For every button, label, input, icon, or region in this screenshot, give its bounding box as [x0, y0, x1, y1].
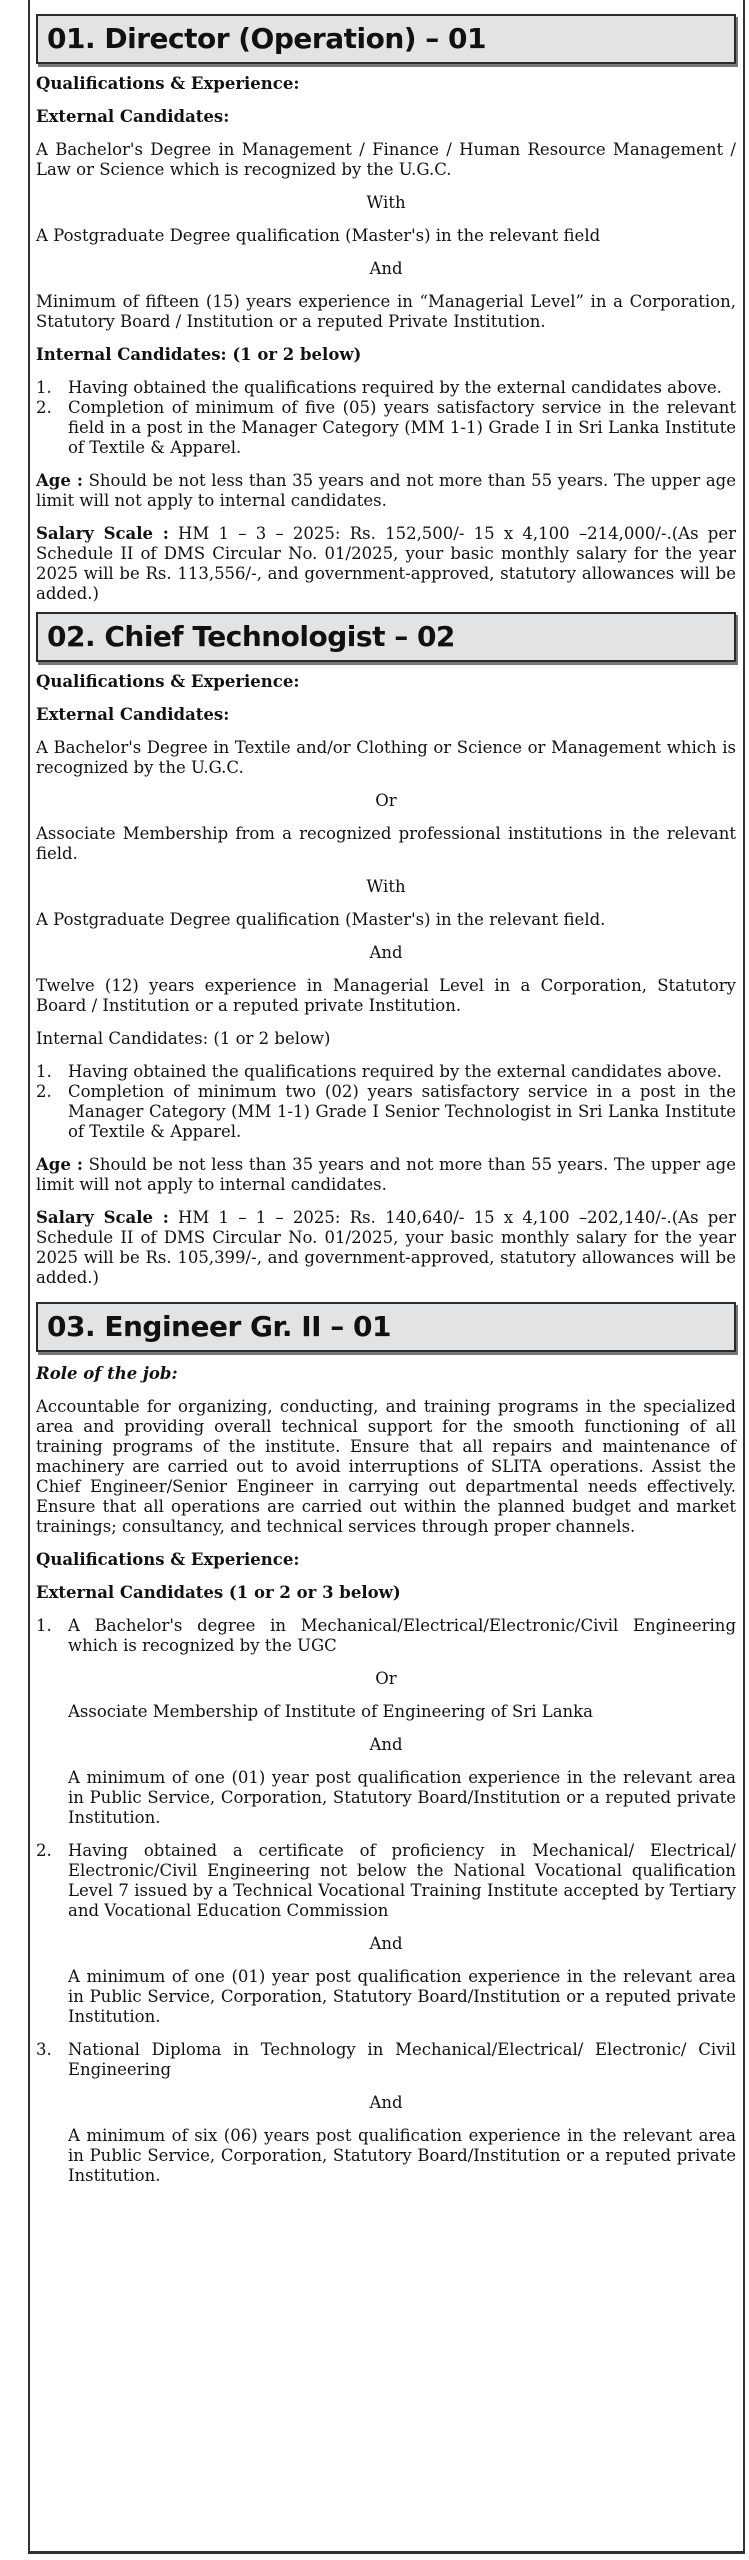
- s1-item-2-number: 2.: [36, 398, 52, 417]
- s3-option-1: [36, 1616, 736, 1656]
- s3-option-2: [36, 1841, 736, 1921]
- s3-option-2-text: Having obtained a certificate of proficiency in Mechanical/ Electrical/ Electronic/Civil Engineering not below the National Vocational qualification Level 7 issued by a Technical Vocational Training Institute accepted by Tertiary and Vocational Education Commission: [68, 1841, 736, 1920]
- section-1-title: 01. Director (Operation) – 01: [47, 22, 487, 55]
- s2-or: Or: [375, 791, 397, 810]
- section-2-title: 02. Chief Technologist – 02: [47, 620, 455, 653]
- s1-salary-text: HM 1 – 3 – 2025: Rs. 152,500/- 15 x 4,100 –214,000/-.(As per Schedule II of DMS Circular No. 01/2025, your basic monthly salary for the year 2025 will be Rs. 113,556/-, and government-approved, statutory allowances will be added.): [36, 524, 736, 603]
- s2-associate-text: Associate Membership from a recognized professional institutions in the relevant field.: [36, 824, 736, 863]
- s1-qualifications-label: Qualifications & Experience:: [36, 74, 300, 93]
- s1-internal-item-1: [36, 378, 736, 398]
- s2-with: With: [366, 877, 406, 896]
- section-3-title: 03. Engineer Gr. II – 01: [47, 1310, 392, 1343]
- s2-and: And: [369, 943, 403, 962]
- s3-option-3: [36, 2040, 736, 2080]
- s1-and: And: [369, 259, 403, 278]
- s3-option-3-number: 3.: [36, 2040, 52, 2059]
- vacancy-notice: [36, 10, 736, 2186]
- section-2-header: [36, 612, 736, 662]
- s2-age: [36, 1155, 736, 1195]
- s2-salary-label: Salary Scale :: [36, 1208, 169, 1227]
- s3-experience-3: A minimum of six (06) years post qualification experience in the relevant area in Public Service, Corporation, Statutory Board/Institution or a reputed private Institution.: [68, 2126, 736, 2185]
- s1-age: [36, 471, 736, 511]
- s1-internal-item-2: [36, 398, 736, 458]
- s2-salary-text: HM 1 – 1 – 2025: Rs. 140,640/- 15 x 4,100 –202,140/-.(As per Schedule II of DMS Circular No. 01/2025, your basic monthly salary for the year 2025 will be Rs. 105,399/-, and government-approved, statutory allowances will be added.): [36, 1208, 736, 1287]
- s1-internal-label: Internal Candidates: (1 or 2 below): [36, 345, 362, 364]
- s2-postgrad-text: A Postgraduate Degree qualification (Master's) in the relevant field.: [36, 910, 606, 929]
- s2-internal-item-2: [36, 1082, 736, 1142]
- s2-item-2-text: Completion of minimum two (02) years satisfactory service in a post in the Manager Category (MM 1-1) Grade I Senior Technologist in Sri Lanka Institute of Textile & Apparel.: [68, 1082, 736, 1141]
- s2-internal-label: Internal Candidates: (1 or 2 below): [36, 1029, 331, 1048]
- section-1-header: [36, 14, 736, 64]
- s3-qualifications-label: Qualifications & Experience:: [36, 1550, 300, 1569]
- s2-item-1-number: 1.: [36, 1062, 52, 1081]
- s3-and-2: And: [369, 1934, 403, 1953]
- s3-option-3-text: National Diploma in Technology in Mechanical/Electrical/ Electronic/ Civil Engineering: [68, 2040, 736, 2079]
- s2-degree-text: A Bachelor's Degree in Textile and/or Clothing or Science or Management which is recognized by the U.G.C.: [36, 738, 736, 777]
- s1-experience-text: Minimum of fifteen (15) years experience in “Managerial Level” in a Corporation, Statutory Board / Institution or a reputed Private Institution.: [36, 292, 736, 331]
- s1-postgrad-text: A Postgraduate Degree qualification (Master's) in the relevant field: [36, 226, 601, 245]
- section-3-header: [36, 1302, 736, 1352]
- s3-and-1: And: [369, 1735, 403, 1754]
- s3-or: Or: [375, 1669, 397, 1688]
- s1-age-label: Age :: [36, 471, 84, 490]
- s3-option-1-text: A Bachelor's degree in Mechanical/Electrical/Electronic/Civil Engineering which is recognized by the UGC: [68, 1616, 736, 1655]
- s1-item-1-number: 1.: [36, 378, 52, 397]
- s3-role-label: Role of the job:: [36, 1364, 178, 1383]
- s3-experience-2: A minimum of one (01) year post qualification experience in the relevant area in Public Service, Corporation, Statutory Board/Institution or a reputed private Institution.: [68, 1967, 736, 2026]
- s2-salary: [36, 1208, 736, 1288]
- s2-age-text: Should be not less than 35 years and not more than 55 years. The upper age limit will not apply to internal candidates.: [36, 1155, 736, 1194]
- s1-degree-text: A Bachelor's Degree in Management / Finance / Human Resource Management / Law or Science which is recognized by the U.G.C.: [36, 140, 736, 179]
- s3-experience-1: A minimum of one (01) year post qualification experience in the relevant area in Public Service, Corporation, Statutory Board/Institution or a reputed private Institution.: [68, 1768, 736, 1827]
- s1-item-2-text: Completion of minimum of five (05) years satisfactory service in the relevant field in a post in the Manager Category (MM 1-1) Grade I in Sri Lanka Institute of Textile & Apparel.: [68, 398, 736, 457]
- s2-external-label: External Candidates:: [36, 705, 230, 724]
- s2-item-1-text: Having obtained the qualifications required by the external candidates above.: [68, 1062, 722, 1081]
- s3-role-text: Accountable for organizing, conducting, and training programs in the specialized area and providing overall technical support for the smooth functioning of all training programs of the institute. Ensure that all repairs and maintenance of machinery are carried out to avoid interruptions of SLITA operations. Assist the Chief Engineer/Senior Engineer in carrying out departmental needs effectively. Ensure that all operations are carried out within the planned budget and market trainings; consultancy, and technical services through proper channels.: [36, 1397, 736, 1536]
- s1-with: With: [366, 193, 406, 212]
- s3-option-1-number: 1.: [36, 1616, 52, 1635]
- s1-item-1-text: Having obtained the qualifications required by the external candidates above.: [68, 378, 722, 397]
- s1-salary: [36, 524, 736, 604]
- s3-and-3: And: [369, 2093, 403, 2112]
- s3-option-2-number: 2.: [36, 1841, 52, 1860]
- s2-internal-item-1: [36, 1062, 736, 1082]
- s3-external-label: External Candidates (1 or 2 or 3 below): [36, 1583, 401, 1602]
- s2-item-2-number: 2.: [36, 1082, 52, 1101]
- s1-age-text: Should be not less than 35 years and not more than 55 years. The upper age limit will not apply to internal candidates.: [36, 471, 736, 510]
- s3-associate-text: Associate Membership of Institute of Engineering of Sri Lanka: [68, 1702, 593, 1721]
- s1-external-label: External Candidates:: [36, 107, 230, 126]
- s2-experience-text: Twelve (12) years experience in Managerial Level in a Corporation, Statutory Board / Institution or a reputed private Institution.: [36, 976, 736, 1015]
- s2-qualifications-label: Qualifications & Experience:: [36, 672, 300, 691]
- s2-age-label: Age :: [36, 1155, 84, 1174]
- s1-salary-label: Salary Scale :: [36, 524, 169, 543]
